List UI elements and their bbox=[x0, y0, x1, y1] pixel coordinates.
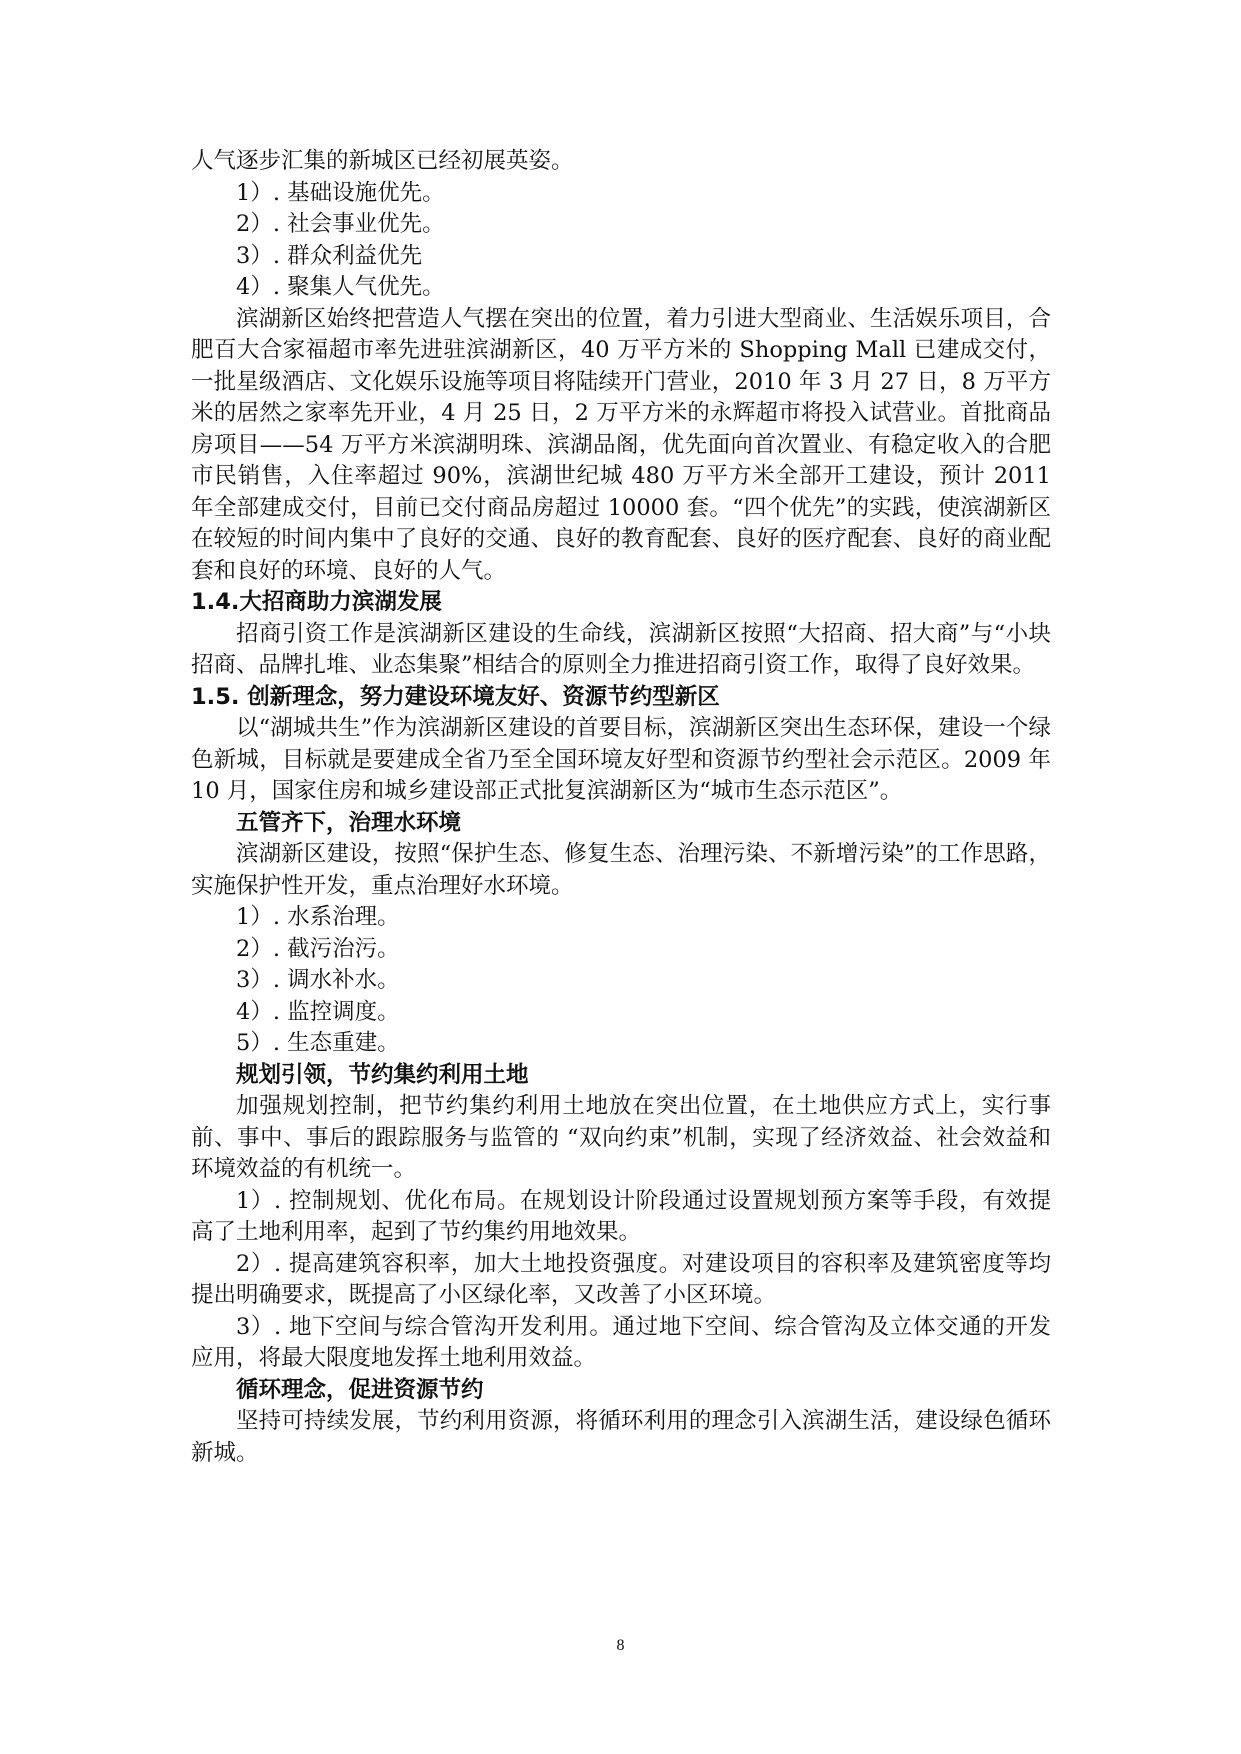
list-item: 2）. 社会事业优先。 bbox=[236, 211, 445, 237]
list-item: 4）. 聚集人气优先。 bbox=[236, 274, 445, 300]
paragraph: 坚持可持续发展，节约利用资源，将循环利用的理念引入滨湖生活，建设绿色循环新城。 bbox=[191, 1408, 1051, 1466]
paragraph: 1）. 控制规划、优化布局。在规划设计阶段通过设置规划预方案等手段，有效提高了土地利用率，起到了节约集约用地效果。 bbox=[191, 1187, 1051, 1245]
list-item: 1）. 水系治理。 bbox=[236, 904, 400, 930]
text-line: 人气逐步汇集的新城区已经初展英姿。 bbox=[191, 148, 574, 174]
list-item: 4）. 监控调度。 bbox=[236, 998, 400, 1025]
sub-heading: 五管齐下，治理水环境 bbox=[236, 809, 462, 836]
paragraph: 以“湖城共生”作为滨湖新区建设的首要目标，滨湖新区突出生态环保，建设一个绿色新城，目标就是要建成全省乃至全国环境友好型和资源节约型社会示范区。2009 年 10 月，国家住房和城乡建设部正式批复滨湖新区为“城市生态示范区”。 bbox=[191, 715, 1051, 804]
page-number: 8 bbox=[616, 1637, 625, 1654]
paragraph: 滨湖新区始终把营造人气摆在突出的位置，着力引进大型商业、生活娱乐项目，合肥百大合家福超市率先进驻滨湖新区，40 万平方米的 Shopping Mall 已建成交付，一批星级酒店、文化娱乐设施等项目将陆续开门营业，2010 年 3 月 27 日，8 万平方米的居然之家率先开业，4 月 25 日，2 万平方米的永辉超市将投入试营业。首批商品房项目——54 万平方米滨湖明珠、滨湖品阁，优先面向首次置业、有稳定收入的合肥市民销售，入住率超过 90%，滨湖世纪城 480 万平方米全部开工建设，预计 2011 年全部建成交付，目前已交付商品房超过 10000 套。“四个优先”的实践，使滨湖新区在较短的时间内集中了良好的交通、良好的教育配套、良好的医疗配套、良好的商业配套和良好的环境、良好的人气。 bbox=[191, 305, 1051, 584]
sub-heading: 循环理念，促进资源节约 bbox=[236, 1376, 484, 1403]
document-body bbox=[191, 146, 1051, 1469]
sub-heading: 规划引领，节约集约利用土地 bbox=[236, 1061, 529, 1088]
list-item: 3）. 群众利益优先 bbox=[236, 242, 423, 269]
section-heading: 1.5. 创新理念，努力建设环境友好、资源节约型新区 bbox=[191, 683, 720, 710]
paragraph: 3）. 地下空间与综合管沟开发利用。通过地下空间、综合管沟及立体交通的开发应用，将最大限度地发挥土地利用效益。 bbox=[191, 1313, 1051, 1371]
paragraph: 2）. 提高建筑容积率，加大土地投资强度。对建设项目的容积率及建筑密度等均提出明确要求，既提高了小区绿化率，又改善了小区环境。 bbox=[191, 1250, 1051, 1308]
list-item: 1）. 基础设施优先。 bbox=[236, 179, 445, 206]
list-item: 2）. 截污治污。 bbox=[236, 935, 400, 962]
list-item: 3）. 调水补水。 bbox=[236, 967, 400, 993]
list-item: 5）. 生态重建。 bbox=[236, 1030, 400, 1056]
paragraph: 招商引资工作是滨湖新区建设的生命线，滨湖新区按照“大招商、招大商”与“小块招商、品牌扎堆、业态集聚”相结合的原则全力推进招商引资工作，取得了良好效果。 bbox=[191, 620, 1051, 678]
section-heading: 1.4.大招商助力滨湖发展 bbox=[191, 589, 442, 615]
paragraph: 滨湖新区建设，按照“保护生态、修复生态、治理污染、不新增污染”的工作思路，实施保护性开发，重点治理好水环境。 bbox=[191, 841, 1051, 899]
paragraph: 加强规划控制，把节约集约利用土地放在突出位置，在土地供应方式上，实行事前、事中、事后的跟踪服务与监管的 “双向约束”机制，实现了经济效益、社会效益和环境效益的有机统一。 bbox=[191, 1093, 1051, 1182]
